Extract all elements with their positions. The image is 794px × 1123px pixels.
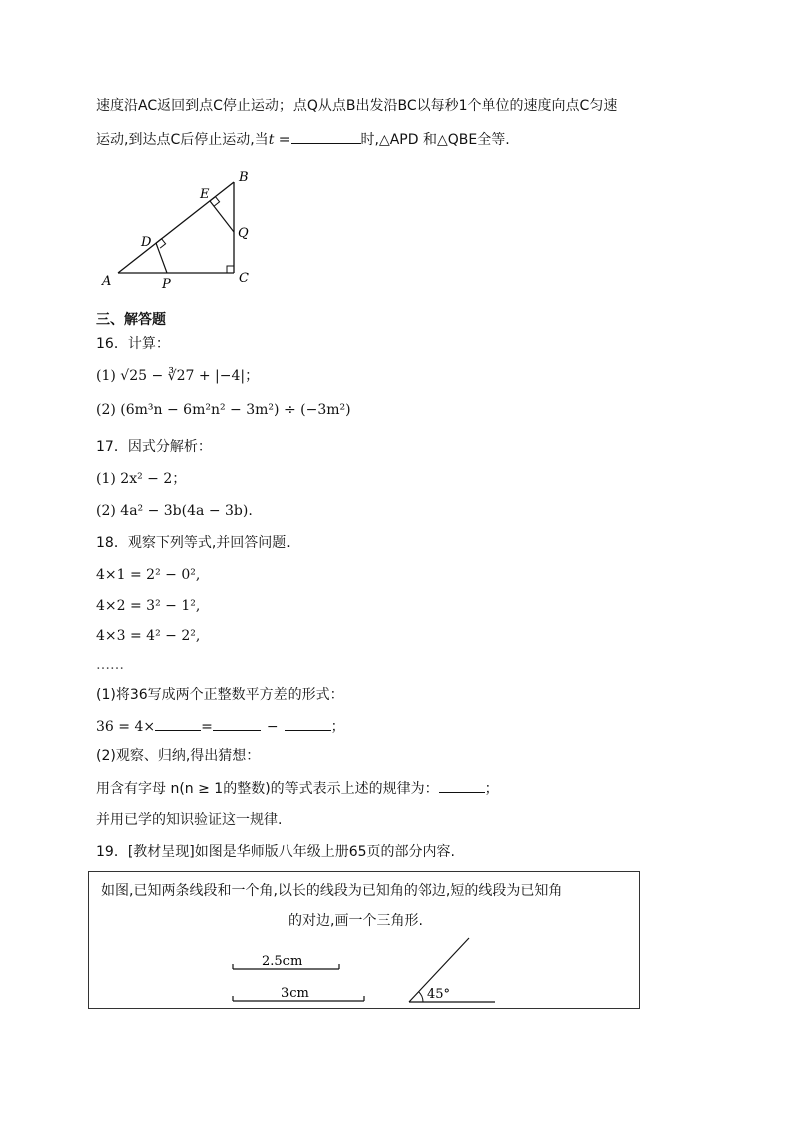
right-angle-C <box>227 266 234 273</box>
label-A: A <box>102 274 112 289</box>
section-heading: 三、解答题 <box>96 312 166 328</box>
q18-part-1: (1)将36写成两个正整数平方差的形式： <box>96 687 344 703</box>
label-B: B <box>239 170 249 185</box>
label-E: E <box>200 187 210 202</box>
q18-eq-equals: = <box>201 719 213 735</box>
q18-eq-lhs: 36 = 4× <box>96 719 156 735</box>
segment-long-label: 3cm <box>281 986 309 1001</box>
textbook-excerpt-box <box>88 871 640 1009</box>
answer-blank-rule <box>439 778 485 793</box>
q19-stem: 19．[教材呈现]如图是华师版八年级上册65页的部分内容. <box>96 844 456 860</box>
segment-AB <box>118 182 234 273</box>
problem-15-line-2 <box>96 129 510 150</box>
q18-eq-end: ； <box>330 719 345 735</box>
variable-t: t = <box>268 132 291 148</box>
q18-equation-3: 4×3 = 4² − 2², <box>96 628 201 644</box>
q18-ellipsis: …… <box>96 657 124 673</box>
q17-part-1: (1) 2x² − 2； <box>96 471 187 487</box>
answer-blank-1 <box>155 716 201 731</box>
angle-arc <box>419 992 423 1002</box>
q18-part-2-verify: 并用已学的知识验证这一规律. <box>96 812 283 828</box>
problem-15-text-b: 时,△APD 和△QBE全等. <box>360 132 510 148</box>
excerpt-line-1: 如图,已知两条线段和一个角,以长的线段为已知角的邻边,短的线段为已知角 <box>101 883 563 899</box>
label-P: P <box>162 277 171 292</box>
q18-eq-minus: − <box>266 719 279 735</box>
excerpt-line-2: 的对边,画一个三角形. <box>288 913 423 929</box>
label-C: C <box>239 271 249 286</box>
problem-15-line-1: 速度沿AC返回到点C停止运动；点Q从点B出发沿BC以每秒1个单位的速度向点C匀速 <box>96 98 618 114</box>
q17-stem: 17．因式分解析： <box>96 439 212 455</box>
right-angle-E <box>210 197 220 206</box>
q16-stem: 16．计算： <box>96 336 170 352</box>
angle-label: 45° <box>427 987 451 1002</box>
answer-blank-2 <box>213 716 261 731</box>
triangle-figure <box>96 166 266 294</box>
q18-stem: 18．观察下列等式,并回答问题. <box>96 535 291 551</box>
construction-figure <box>89 872 639 1008</box>
q18-rule-text: 用含有字母 n(n ≥ 1的整数)的等式表示上述的规律为： <box>96 781 439 797</box>
q18-equation-2: 4×2 = 3² − 1², <box>96 598 201 614</box>
segment-QE <box>210 201 234 232</box>
q18-part-2: (2)观察、归纳,得出猜想： <box>96 748 261 764</box>
q18-rule-end: ； <box>484 781 499 797</box>
answer-blank-t <box>291 129 361 144</box>
answer-blank-3 <box>285 716 331 731</box>
label-Q: Q <box>238 226 249 241</box>
q18-part-2-rule <box>96 778 499 799</box>
q16-part-2: (2) (6m³n − 6m²n² − 3m²) ÷ (−3m²) <box>96 402 351 418</box>
segment-short-label: 2.5cm <box>262 954 303 969</box>
problem-15-text-a: 运动,到达点C后停止运动,当 <box>96 132 269 148</box>
q16-part-1: (1) √25 − ∛27 + |−4|； <box>96 368 260 384</box>
q18-equation-1: 4×1 = 2² − 0², <box>96 567 201 583</box>
q17-part-2: (2) 4a² − 3b(4a − 3b). <box>96 503 253 519</box>
q18-part-1-equation <box>96 716 345 737</box>
label-D: D <box>141 235 152 250</box>
